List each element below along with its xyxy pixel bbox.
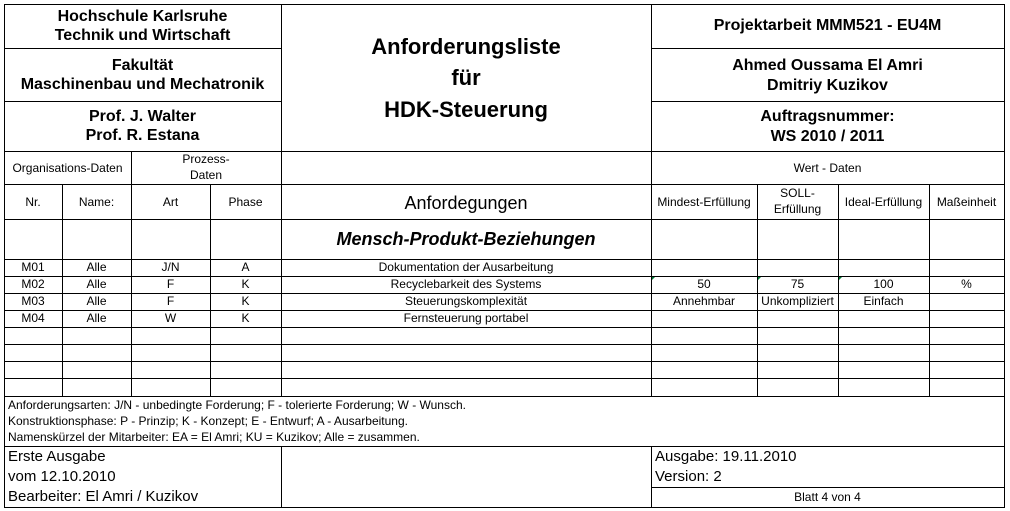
row-soll: Unkompliziert	[761, 294, 834, 309]
grid-line	[929, 184, 930, 397]
row-nr: M04	[21, 311, 45, 326]
grid-line	[4, 310, 1005, 311]
grid-line	[4, 259, 1005, 260]
row-name: Alle	[86, 277, 107, 292]
grid-line	[4, 4, 1005, 5]
grid-line	[281, 4, 282, 185]
author-2: Dmitriy Kuzikov	[767, 76, 888, 94]
grid-line	[281, 446, 282, 508]
col-min: Mindest-Erfüllung	[657, 194, 751, 209]
group-process	[131, 152, 281, 184]
note-requirement-types: Anforderungsarten: J/N - unbedingte Forderung; F - tolerierte Forderung; W - Wunsch.	[8, 397, 466, 412]
col-nr: Nr.	[25, 194, 41, 209]
col-soll	[757, 185, 838, 219]
title-line2: für	[451, 65, 481, 91]
row-requirement: Steuerungskomplexität	[404, 294, 528, 309]
grid-line	[651, 101, 1005, 102]
professor-2: Prof. R. Estana	[85, 127, 200, 144]
row-name: Alle	[86, 294, 107, 309]
grid-line	[4, 293, 1005, 294]
row-min	[651, 310, 757, 327]
row-ideal	[838, 259, 929, 276]
row-soll	[757, 259, 838, 276]
project-name: Projektarbeit MMM521 - EU4M	[713, 17, 942, 35]
grid-line	[210, 184, 211, 397]
grid-line	[4, 276, 1005, 277]
row-soll: 75	[790, 277, 805, 292]
grid-line	[651, 184, 652, 397]
title-line1: Anforderungsliste	[371, 34, 561, 60]
order-value: WS 2010 / 2011	[770, 127, 885, 145]
col-art: Art	[162, 194, 179, 209]
row-soll	[757, 310, 838, 327]
grid-line	[62, 184, 63, 397]
faculty-line2: Maschinenbau und Mechatronik	[20, 76, 265, 93]
authors	[651, 53, 1004, 98]
issue-date: Ausgabe: 19.11.2010	[655, 448, 797, 465]
school-line2: Technik und Wirtschaft	[54, 27, 231, 44]
sheet-number: Blatt 4 von 4	[794, 489, 861, 504]
grid-line	[4, 446, 1005, 447]
grid-line	[838, 184, 839, 397]
grid-line	[4, 327, 1005, 328]
section-title: Mensch-Produkt-Beziehungen	[336, 229, 596, 250]
first-issue-date: vom 12.10.2010	[8, 468, 116, 485]
grid-line	[4, 48, 282, 49]
row-name: Alle	[86, 260, 107, 275]
school-line1: Hochschule Karlsruhe	[57, 7, 228, 25]
grid-line	[4, 378, 1005, 379]
grid-line	[757, 184, 758, 397]
title-line3: HDK-Steuerung	[384, 96, 548, 122]
row-ideal: Einfach	[863, 294, 904, 309]
note-design-phase: Konstruktionsphase: P - Prinzip; K - Konzept; E - Entwurf; A - Ausarbeitung.	[8, 413, 408, 428]
professor-1: Prof. J. Walter	[89, 107, 196, 125]
grid-line	[4, 396, 1005, 397]
row-ideal	[838, 310, 929, 327]
first-issue-label: Erste Ausgabe	[8, 448, 106, 465]
group-process-line2: Daten	[189, 168, 223, 182]
grid-line	[4, 344, 1005, 345]
row-nr: M02	[21, 277, 45, 292]
grid-line	[651, 4, 652, 185]
row-phase: K	[241, 277, 250, 292]
grid-line	[131, 184, 132, 397]
row-art: F	[166, 277, 175, 292]
grid-line	[4, 151, 1005, 152]
author-1: Ahmed Oussama El Amri	[732, 57, 923, 75]
row-requirement: Fernsteuerung portabel	[403, 311, 529, 326]
col-soll-line2: Erfüllung	[773, 202, 822, 216]
grid-line	[651, 48, 1005, 49]
row-nr: M01	[21, 260, 45, 275]
row-phase: K	[241, 294, 250, 309]
col-phase: Phase	[228, 194, 263, 209]
faculty-line1: Fakultät	[111, 56, 174, 74]
grid-line	[1004, 4, 1005, 508]
row-requirement: Dokumentation der Ausarbeitung	[378, 260, 554, 275]
version: Version: 2	[655, 468, 722, 485]
row-art: W	[164, 311, 177, 326]
row-art: J/N	[161, 260, 180, 275]
row-phase: A	[241, 260, 250, 275]
row-nr: M03	[21, 294, 45, 309]
col-ideal: Ideal-Erfüllung	[844, 194, 923, 209]
group-values: Wert - Daten	[793, 160, 862, 175]
order-label: Auftragsnummer:	[760, 108, 895, 126]
grid-line	[281, 184, 282, 397]
note-staff-abbreviations: Namenskürzel der Mitarbeiter: EA = El Amri; KU = Kuzikov; Alle = zusammen.	[8, 429, 420, 444]
faculty-name	[4, 53, 281, 97]
grid-line	[131, 151, 132, 185]
row-ideal: 100	[873, 277, 894, 292]
row-unit	[929, 293, 1004, 310]
school-name	[4, 5, 281, 47]
col-soll-line1: SOLL-	[780, 186, 815, 201]
grid-line	[4, 184, 1005, 185]
grid-line	[4, 361, 1005, 362]
grid-line	[4, 4, 5, 508]
row-name: Alle	[86, 311, 107, 326]
row-min: Annehmbar	[672, 294, 736, 309]
row-art: F	[166, 294, 175, 309]
col-unit: Maßeinheit	[936, 194, 997, 209]
professors	[4, 104, 281, 148]
row-requirement: Recyclebarkeit des Systems	[390, 277, 542, 292]
row-unit	[929, 310, 1004, 327]
order-number	[651, 104, 1004, 149]
row-phase: K	[241, 311, 250, 326]
grid-line	[651, 446, 652, 508]
row-unit	[929, 259, 1004, 276]
document-title	[281, 30, 651, 126]
grid-line	[4, 101, 282, 102]
col-name: Name:	[78, 194, 115, 209]
row-min	[651, 259, 757, 276]
grid-line	[4, 507, 1005, 508]
col-requirements: Anfordegungen	[404, 193, 528, 214]
editor: Bearbeiter: El Amri / Kuzikov	[8, 488, 199, 505]
grid-line	[651, 487, 1005, 488]
row-unit: %	[961, 277, 972, 292]
grid-line	[4, 219, 1005, 220]
row-min: 50	[697, 277, 711, 292]
group-process-line1: Prozess-	[182, 152, 230, 167]
group-organisation: Organisations-Daten	[12, 160, 123, 175]
